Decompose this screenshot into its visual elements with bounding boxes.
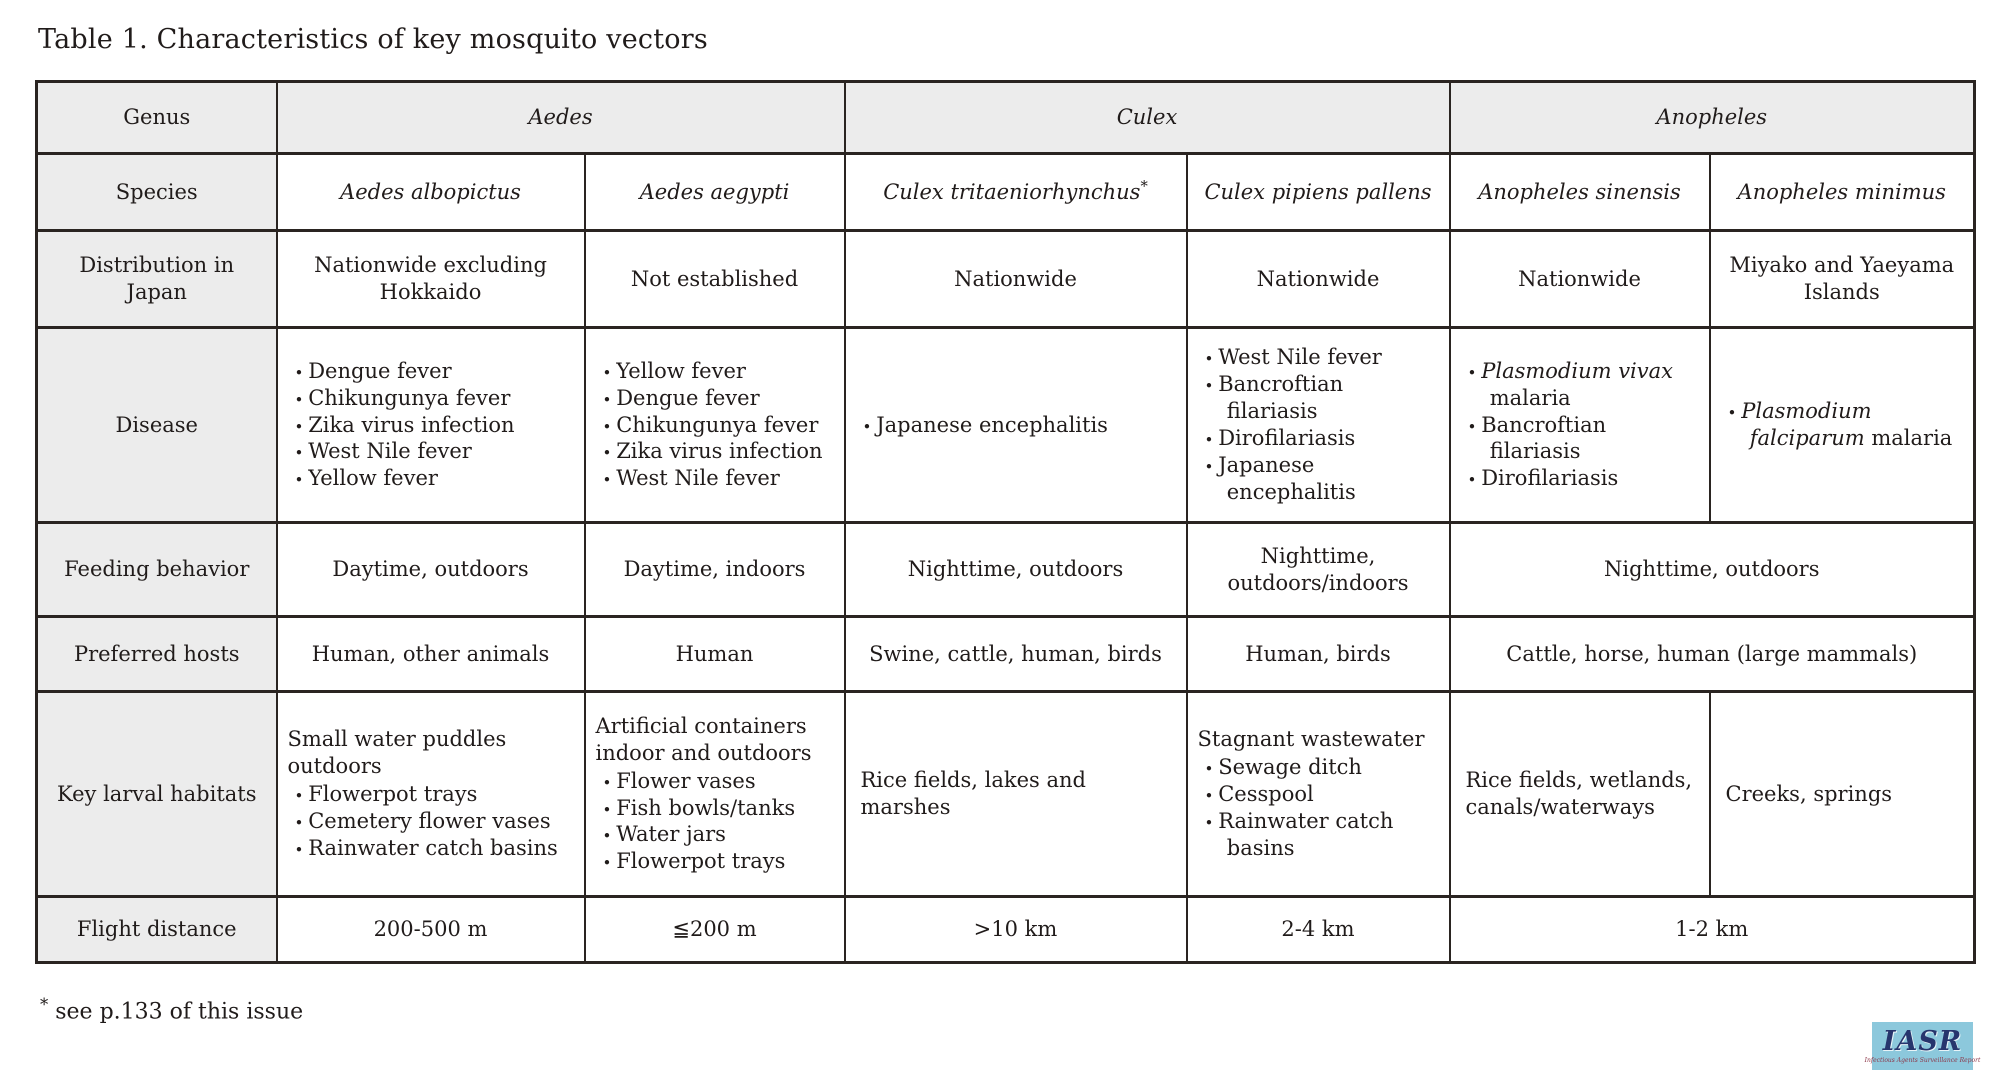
list-item: • Zika virus infection — [602, 439, 823, 464]
list-item: • Flower vases — [602, 768, 756, 793]
footnote — [40, 995, 303, 1024]
bullet-glyph: • — [1204, 350, 1219, 369]
list-item: • Rainwater catch basins — [294, 835, 558, 860]
list-lead: Stagnant wastewater — [1197, 727, 1425, 752]
bullet-glyph: • — [294, 840, 309, 859]
list-item: • Plasmodium vivax malaria — [1467, 358, 1673, 410]
bullet-glyph: • — [602, 363, 617, 382]
list-item: • Sewage ditch — [1204, 755, 1362, 780]
row-label-preferred-hosts: Preferred hosts — [37, 617, 277, 692]
iasr-logo-text: IASR — [1882, 1026, 1963, 1057]
cell-r7-c4: 1-2 km — [1450, 897, 1975, 963]
bullet-glyph: • — [602, 471, 617, 490]
bullet-glyph: • — [1727, 404, 1742, 423]
cell-r4-c1: Daytime, indoors — [585, 523, 845, 617]
bullet-glyph: • — [1467, 471, 1482, 490]
cell-r3-c1 — [585, 328, 845, 523]
cell-r6-c2: Rice fields, lakes and marshes — [845, 692, 1187, 897]
bullet-glyph: • — [1204, 377, 1219, 396]
cell-r7-c0: 200-500 m — [277, 897, 585, 963]
bullet-glyph: • — [1204, 813, 1219, 832]
cell-r1-c0: Aedes albopictus — [277, 154, 585, 231]
row-label-flight-distance: Flight distance — [37, 897, 277, 963]
bullet-glyph: • — [294, 471, 309, 490]
cell-list — [1721, 398, 1964, 452]
list-lead: Small water puddles outdoors — [287, 727, 507, 779]
list-item: • Yellow fever — [602, 358, 746, 383]
table-row — [37, 897, 1975, 963]
row-label-disease: Disease — [37, 328, 277, 523]
row-label-feeding-behavior: Feeding behavior — [37, 523, 277, 617]
cell-r7-c1: ≦200 m — [585, 897, 845, 963]
list-item: • Bancroftian filariasis — [1204, 372, 1344, 424]
cell-r6-c1 — [585, 692, 845, 897]
bullet-glyph: • — [602, 827, 617, 846]
row-label-genus: Genus — [37, 82, 277, 154]
list-item: • Dirofilariasis — [1467, 466, 1619, 491]
cell-list — [288, 358, 574, 492]
cell-r4-c3: Nighttime, outdoors/indoors — [1187, 523, 1450, 617]
bullet-glyph: • — [1467, 417, 1482, 436]
bullet-glyph: • — [1204, 787, 1219, 806]
cell-r4-c4: Nighttime, outdoors — [1450, 523, 1975, 617]
cell-r3-c3 — [1187, 328, 1450, 523]
list-item: • Yellow fever — [294, 466, 438, 491]
cell-r3-c0 — [277, 328, 585, 523]
cell-r6-c5: Creeks, springs — [1710, 692, 1975, 897]
list-item: • Japanese encephalitis — [1204, 452, 1356, 504]
bullet-glyph: • — [294, 363, 309, 382]
cell-list — [1198, 726, 1439, 861]
cell-r1-c1: Aedes aegypti — [585, 154, 845, 231]
cell-r5-c1: Human — [585, 617, 845, 692]
list-item: • West Nile fever — [1204, 345, 1382, 370]
cell-r2-c4: Nationwide — [1450, 231, 1710, 328]
bullet-glyph: • — [602, 854, 617, 873]
cell-r3-c2 — [845, 328, 1187, 523]
cell-r7-c2: >10 km — [845, 897, 1187, 963]
table-row — [37, 328, 1975, 523]
list-item: • West Nile fever — [294, 439, 472, 464]
list-item: • Plasmodium falciparum malaria — [1727, 399, 1953, 450]
mosquito-vectors-table — [35, 80, 1976, 964]
list-item: • Dengue fever — [294, 358, 452, 383]
cell-r6-c0 — [277, 692, 585, 897]
cell-r0-c0: Aedes — [277, 82, 845, 154]
cell-r2-c5: Miyako and Yaeyama Islands — [1710, 231, 1975, 328]
bullet-glyph: • — [1204, 431, 1219, 449]
list-item: • Rainwater catch basins — [1204, 808, 1394, 860]
list-item: • Chikungunya fever — [294, 385, 511, 410]
cell-r2-c3: Nationwide — [1187, 231, 1450, 328]
list-item: • Chikungunya fever — [602, 412, 819, 437]
list-item: • Cesspool — [1204, 782, 1314, 807]
iasr-logo-tagline: Infectious Agents Surveillance Report — [1864, 1057, 1981, 1064]
cell-list — [856, 412, 1176, 439]
bullet-glyph: • — [294, 390, 309, 409]
cell-r4-c2: Nighttime, outdoors — [845, 523, 1187, 617]
list-item: • Water jars — [602, 822, 726, 847]
cell-r6-c3 — [1187, 692, 1450, 897]
cell-r1-c4: Anopheles sinensis — [1450, 154, 1710, 231]
bullet-glyph: • — [294, 813, 309, 832]
cell-r0-c1: Culex — [845, 82, 1450, 154]
list-item: • Bancroftian filariasis — [1467, 412, 1607, 464]
cell-r1-c3: Culex pipiens pallens — [1187, 154, 1450, 231]
cell-r3-c4 — [1450, 328, 1710, 523]
cell-r5-c3: Human, birds — [1187, 617, 1450, 692]
row-label-distribution-in-japan: Distribution in Japan — [37, 231, 277, 328]
bullet-glyph: • — [602, 417, 617, 436]
bullet-glyph: • — [1467, 363, 1482, 382]
row-label-key-larval-habitats: Key larval habitats — [37, 692, 277, 897]
list-item: • West Nile fever — [602, 466, 780, 491]
footnote-text: see p.133 of this issue — [48, 999, 304, 1025]
table-row — [37, 82, 1975, 154]
row-label-species: Species — [37, 154, 277, 231]
table-row — [37, 617, 1975, 692]
cell-r5-c0: Human, other animals — [277, 617, 585, 692]
cell-r2-c2: Nationwide — [845, 231, 1187, 328]
list-item: • Flowerpot trays — [602, 849, 786, 874]
table-row — [37, 692, 1975, 897]
cell-r3-c5 — [1710, 328, 1975, 523]
cell-r2-c0: Nationwide excluding Hokkaido — [277, 231, 585, 328]
bullet-glyph: • — [862, 417, 877, 436]
cell-list — [288, 726, 574, 861]
bullet-glyph: • — [602, 773, 617, 792]
list-item: • Flowerpot trays — [294, 782, 478, 807]
bullet-glyph: • — [1204, 760, 1219, 779]
bullet-glyph: • — [294, 787, 309, 806]
list-lead: Artificial containers indoor and outdoors — [595, 713, 812, 765]
cell-r0-c2: Anopheles — [1450, 82, 1975, 154]
cell-r1-c2: Culex tritaeniorhynchus* — [845, 154, 1187, 231]
bullet-glyph: • — [602, 444, 617, 463]
list-item: • Cemetery flower vases — [294, 808, 551, 833]
cell-r6-c4: Rice fields, wetlands, canals/waterways — [1450, 692, 1710, 897]
cell-list — [1461, 358, 1699, 492]
bullet-glyph: • — [1204, 457, 1219, 476]
table-row — [37, 154, 1975, 231]
bullet-glyph: • — [602, 390, 617, 409]
cell-r5-c4: Cattle, horse, human (large mammals) — [1450, 617, 1975, 692]
cell-r7-c3: 2-4 km — [1187, 897, 1450, 963]
table-body — [37, 82, 1975, 963]
list-item: • Fish bowls/tanks — [602, 795, 796, 820]
list-item: • Zika virus infection — [294, 412, 515, 437]
cell-r2-c1: Not established — [585, 231, 845, 328]
bullet-glyph: • — [294, 417, 309, 436]
list-item: • Japanese encephalitis — [862, 412, 1108, 437]
cell-list — [596, 713, 834, 875]
bullet-glyph: • — [602, 800, 617, 819]
cell-r1-c5: Anopheles minimus — [1710, 154, 1975, 231]
table-row — [37, 523, 1975, 617]
footnote-marker: * — [40, 995, 49, 1014]
cell-list — [1198, 344, 1439, 505]
cell-list — [596, 358, 834, 492]
iasr-logo — [1864, 1022, 1981, 1070]
table-row — [37, 231, 1975, 328]
cell-r5-c2: Swine, cattle, human, birds — [845, 617, 1187, 692]
bullet-glyph: • — [294, 444, 309, 463]
table-title: Table 1. Characteristics of key mosquito vectors — [38, 24, 708, 55]
cell-r4-c0: Daytime, outdoors — [277, 523, 585, 617]
list-item: • Dengue fever — [602, 385, 760, 410]
list-item: • Dirofilariasis — [1204, 426, 1356, 450]
